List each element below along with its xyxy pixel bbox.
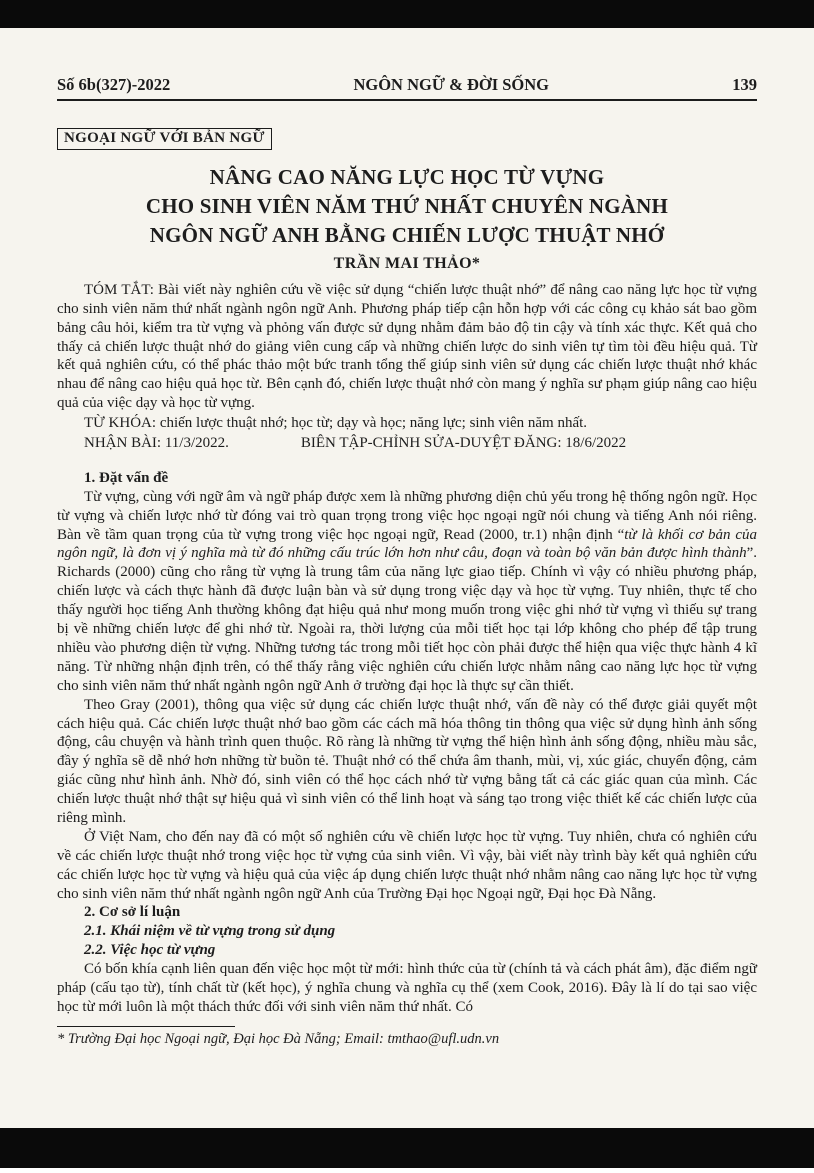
paragraph-introduction <box>57 488 757 696</box>
footnote-block <box>57 1026 757 1048</box>
bottom-white-strip <box>0 1168 814 1173</box>
dates-line <box>57 434 757 453</box>
author-name: TRẦN MAI THẢO* <box>333 254 481 272</box>
top-scan-bar <box>0 0 814 28</box>
title-line-1: NÂNG CAO NĂNG LỰC HỌC TỪ VỰNG <box>209 165 605 189</box>
keywords-label: TỪ KHÓA: <box>84 415 157 432</box>
paragraph-1-post: ”. Richards (2000) cũng cho rằng từ vựng là trung tâm của năng lực giao tiếp. Chính vì vậy có nhiều phương pháp, chiến lược và cách thực hành đã được luận bàn và sử dụng trong việc dạy và học từ vựng. Tuy nhiên, thực tế cho thấy người học tiếng Anh thường không đạt hiệu quả như mong muốn trong việc ghi nhớ từ vựng vì thiếu sự trang bị về những chiến lược để ghi nhớ từ. Ngoài ra, thời lượng của mỗi tiết học tại lớp không cho phép để tập trung nhiều vào phương diện từ vựng. Những tương tác trong mỗi tiết học còn phải được thể hiện qua việc thực hành 4 kĩ năng. Từ những nhận định trên, có thể thấy rằng việc nghiên cứu chiến lược nhằm nâng cao năng lực học từ vựng cho sinh viên năm thứ nhất ngành ngôn ngữ Anh ở trường đại học là thực sự cần thiết. <box>57 545 757 694</box>
paragraph-vietnam-context: Ở Việt Nam, cho đến nay đã có một số nghiên cứu về chiến lược học từ vựng. Tuy nhiên, chưa có nghiên cứu về các chiến lược thuật nhớ trong việc học từ vựng của sinh viên. Vì vậy, bài viết này trình bày kết quả nghiên cứu các chiến lược học từ vựng và hiệu quả của việc áp dụng chiến lược thuật nhớ nhằm nâng cao năng lực học từ vựng cho sinh viên năm thứ nhất ngành ngôn ngữ Anh của Trường Đại học Ngoại ngữ, Đại học Đà Nẵng. <box>57 828 757 902</box>
page-content <box>0 28 814 1173</box>
article-title <box>57 163 757 250</box>
section-2-heading: 2. Cơ sở lí luận <box>84 904 181 921</box>
paragraph-1-pre: Từ vựng, cùng với ngữ âm và ngữ pháp được xem là những phương diện chủ yếu trong hệ thống ngôn ngữ. Học từ vựng và chiến lược nhớ từ đóng vai trò quan trọng trong việc học ngoại ngữ nói chung và tiếng Anh nói riêng. Bàn về tầm quan trọng của từ vựng trong việc học ngoại ngữ, Read (2000, tr.1) nhận định “ <box>57 488 757 543</box>
bottom-scan-bar <box>0 1128 814 1168</box>
footnote-divider <box>57 1026 235 1027</box>
paragraph-word-learning: Có bốn khía cạnh liên quan đến việc học một từ mới: hình thức của từ (chính tả và cách phát âm), đặc điểm ngữ pháp (cấu tạo từ), tính chất từ (kết học), ý nghĩa chung và nghĩa cụ thể (xem Cook, 2016). Đây là lí do tại sao việc học từ mới luôn là một thách thức đối với sinh viên năm thứ nhất. Có <box>57 961 757 1015</box>
abstract-label: TÓM TẮT: <box>84 281 154 298</box>
keywords-paragraph <box>57 414 757 433</box>
received-date: NHẬN BÀI: 11/3/2022. <box>84 435 229 452</box>
paragraph-gray-2001: Theo Gray (2001), thông qua việc sử dụng các chiến lược thuật nhớ, vấn đề này có thể được giải quyết một cách hiệu quả. Các chiến lược thuật nhớ bao gồm các cách mã hóa thông tin thông qua việc sử dụng hình ảnh sống động, câu chuyện và hành trình quen thuộc. Rõ ràng là những từ vựng thể hiện hình ảnh sống động, nhiều màu sắc, đầy ý nghĩa sẽ dễ nhớ hơn những từ buồn tẻ. Thuật nhớ có thể chứa âm thanh, mùi, vị, xúc giác, chuyển động, cảm giác cũng như hình ảnh. Nhờ đó, sinh viên có thể học cách nhớ từ vựng bằng tất cả các giác quan của mình. Các chiến lược thuật nhớ thật sự hiệu quả vì sinh viên có thể linh hoạt và sáng tạo trong việc thiết kế các chiến lược của riêng mình. <box>57 696 757 826</box>
paragraph-1-quote: từ là khối cơ bản của ngôn ngữ, là đơn vị ý nghĩa mà từ đó những cấu trúc lớn hơn như câu, đoạn và toàn bộ văn bản được hình thành <box>57 526 758 562</box>
title-line-2: CHO SINH VIÊN NĂM THỨ NHẤT CHUYÊN NGÀNH <box>145 193 669 218</box>
subsection-2-1-heading: 2.1. Khái niệm về từ vựng trong sử dụng <box>84 923 336 940</box>
journal-header <box>57 75 757 95</box>
footnote-text: * Trường Đại học Ngoại ngữ, Đại học Đà Nẵng; Email: tmthao@ufl.udn.vn <box>57 1030 500 1047</box>
section-1-heading: 1. Đặt vấn đề <box>84 469 169 486</box>
title-line-3: NGÔN NGỮ ANH BẰNG CHIẾN LƯỢC THUẬT NHỚ <box>149 222 665 247</box>
issue-label: Số 6b(327)-2022 <box>57 75 171 94</box>
abstract-text: Bài viết này nghiên cứu về việc sử dụng “chiến lược thuật nhớ” để nâng cao năng lực học từ vựng cho sinh viên năm thứ nhất ngành ngôn ngữ Anh. Phương pháp tiếp cận hỗn hợp với các công cụ khảo sát bao gồm bảng câu hỏi, kiểm tra từ vựng và phỏng vấn được sử dụng nhằm đảm bảo độ tin cậy và tính xác thực. Kết quả cho thấy cả chiến lược thuật nhớ do giảng viên cung cấp và những chiến lược do sinh viên tự tìm tòi đều hiệu quả. Từ kết quả nghiên cứu, có thể phác thảo một bức tranh tổng thể giúp sinh viên sử dụng các chiến lược thuật nhớ khác nhau để nâng cao hiệu quả học từ. Bên cạnh đó, chiến lược thuật nhớ còn mang ý nghĩa sư phạm giúp nâng cao hiệu quả của việc dạy và học từ vựng. <box>57 281 758 412</box>
subsection-2-2-heading: 2.2. Việc học từ vựng <box>84 942 216 959</box>
section-label-row <box>57 101 757 150</box>
journal-title: NGÔN NGỮ & ĐỜI SỐNG <box>353 75 550 94</box>
abstract-paragraph <box>57 281 757 413</box>
page-number: 139 <box>732 75 757 94</box>
keywords-text: chiến lược thuật nhớ; học từ; dạy và học; năng lực; sinh viên năm nhất. <box>156 415 588 432</box>
section-label-box: NGOẠI NGỮ VỚI BẢN NGỮ <box>57 128 272 150</box>
edited-date: BIÊN TẬP-CHỈNH SỬA-DUYỆT ĐĂNG: 18/6/2022 <box>300 435 627 452</box>
